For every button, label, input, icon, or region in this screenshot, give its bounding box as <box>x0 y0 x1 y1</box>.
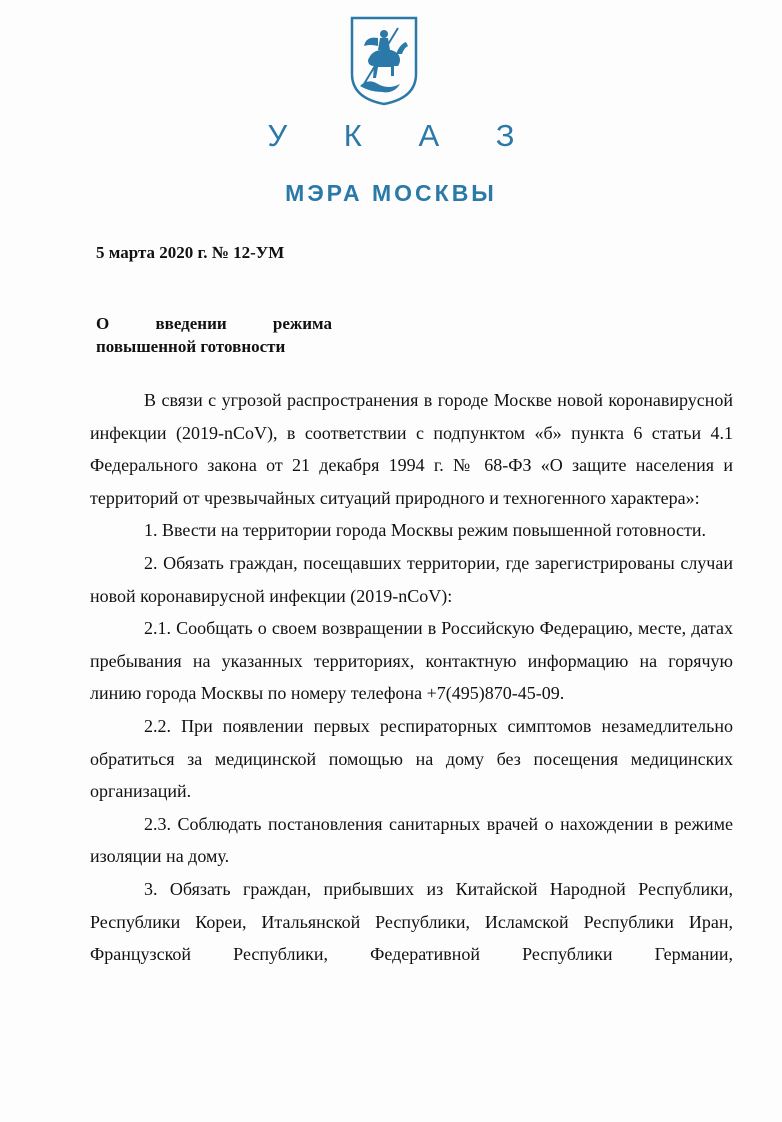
document-type-title: У К А З <box>267 118 539 153</box>
decree-date-number: 5 марта 2020 г. № 12-УМ <box>96 243 285 262</box>
paragraph-item-2: 2. Обязать граждан, посещавших территории, где зарегистрированы случаи новой коронавирусной инфекции (2019-nCoV): <box>90 552 733 606</box>
paragraph-item-3: 3. Обязать граждан, прибывших из Китайской Народной Республики, Республики Кореи, Итальянской Республики, Исламской Республики Иран, Французской Республики, Федеративной Республики Германии, <box>90 878 733 965</box>
subject-word: О <box>96 314 110 333</box>
paragraph-preamble: В связи с угрозой распространения в городе Москве новой коронавирусной инфекции (2019-nCoV), в соответствии с подпунктом «б» пункта 6 статьи 4.1 Федерального закона от 21 декабря 1994 г. № 68-ФЗ «О защите населения и территорий от чрезвычайных ситуаций природного и техногенного характера»: <box>90 390 733 508</box>
paragraph-item-2-1: 2.1. Сообщать о своем возвращении в Российскую Федерацию, месте, датах пребывания на указанных территориях, контактную информацию на горячую линию города Москвы по номеру телефона +7(495)870-45-09. <box>90 618 733 704</box>
subject-line-2: повышенной готовности <box>96 337 286 356</box>
paragraph-item-1: 1. Ввести на территории города Москвы режим повышенной готовности. <box>144 520 707 541</box>
paragraph-item-2-3: 2.3. Соблюдать постановления санитарных врачей о нахождении в режиме изоляции на дому. <box>90 813 733 867</box>
subject-word: режима <box>272 314 332 333</box>
subject-line-1 <box>96 312 332 335</box>
subject-word: введении <box>155 314 227 333</box>
decree-body <box>90 384 733 971</box>
paragraph-item-2-2: 2.2. При появлении первых респираторных симптомов незамедлительно обратиться за медицинской помощью на дому без посещения медицинских организаций. <box>90 715 733 802</box>
decree-subject <box>96 312 332 358</box>
issuer-title: МЭРА МОСКВЫ <box>285 180 497 206</box>
moscow-coat-of-arms-icon <box>348 14 420 106</box>
